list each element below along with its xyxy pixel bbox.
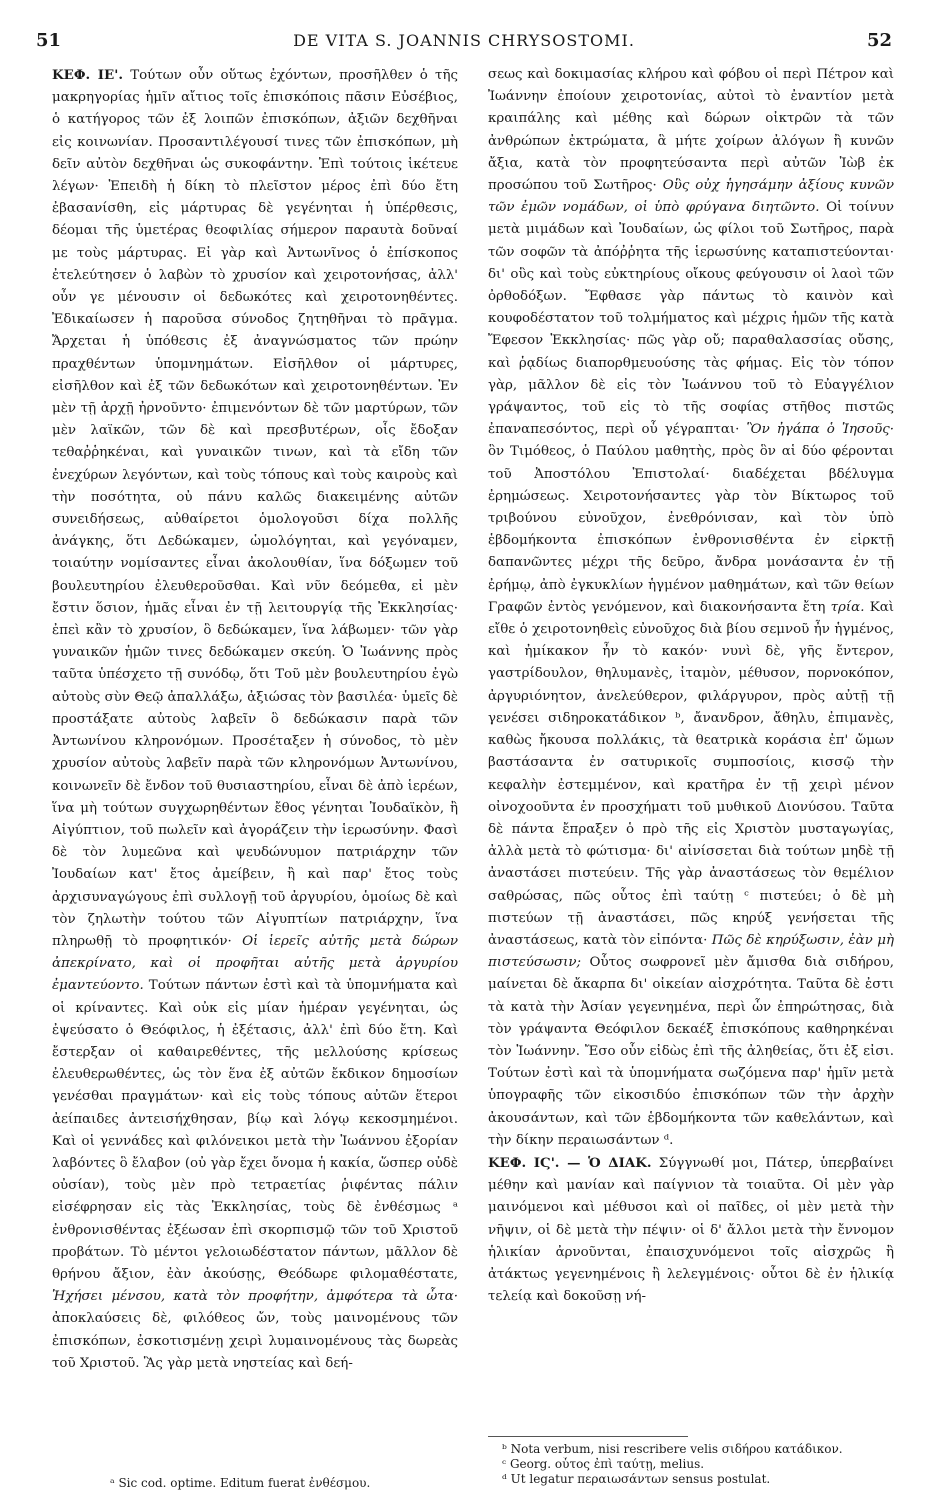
footnote-rule: [488, 1436, 688, 1437]
column-number: 52: [866, 30, 892, 51]
right-text-2: Οἱ τοίνυν μετὰ μιμάδων καὶ Ἰουδαίων, ὡς φίλοι τοῦ Σωτῆρος, παρὰ τῶν σοφῶν τὰ ἀπόῤῥητα τῆς ἱερωσύνης καταπιστεύονται· δι' οὓς καὶ τοὺς εὐκτηρίους οἴκους φεύγουσιν οἱ λαοὶ τῶν ὀρθοδόξων. Ἔφθασε γὰρ πάντως τὸ καινὸν καὶ κουφοδέστατον τοῦ τολμήματος καὶ μέχρις ἡμῶν τῆς κατὰ Ἔφεσον Ἐκκλησίας· πῶς γὰρ οὔ; παραθαλασσίας οὔσης, καὶ ῥᾳδίως διαπορθμευούσης τὰς φήμας. Εἰς τὸν τόπον γὰρ, μᾶλλον δὲ εἰς τὸν Ἰωάννου τοῦ τὸ Εὐαγγέλιον γράψαντος, τοῦ εἰς τὸ τῆς σοφίας στῆθος πιστῶς ἐπαναπεσόντος, περὶ οὗ γέγραπται·: [488, 200, 894, 438]
footnotes-right: [502, 1442, 902, 1487]
page-number: 51: [36, 30, 62, 51]
left-text-2: Τούτων πάντων ἐστὶ καὶ τὰ ὑπομνήματα καὶ οἱ κρίναντες. Καὶ οὐκ εἰς μίαν ἡμέραν γεγένηται, ὡς ἐψεύσατο ὁ Θεόφιλος, ἡ ἐξέτασις, ἀλλ' ἐπὶ δύο ἔτη. Καὶ ἔστερξαν οἱ καθαιρεθέντες, τῆς μελλούσης κρίσεως ἐλευθερωθέντες, ὡς τὸν ἕνα ἐξ αὐτῶν ἔκδικον δημοσίων γενέσθαι πραγμάτων· καὶ εἰς τοὺς τόπους αὐτῶν ἕτεροι ἀείπαιδες ἀντεισήχθησαν, βίῳ καὶ λόγῳ κεκοσμημένοι. Καὶ οἱ γεννάδες καὶ φιλόνεικοι μετὰ τὴν Ἰωάννου ἐξορίαν λαβόντες ὃ ἔλαβον (οὐ γὰρ ἔχει ὄνομα ἡ κακία, ὥσπερ οὐδὲ οὐσίαν), τοὺς μὲν πρὸ τετραετίας ῥιφέντας πάλιν εἰσέφρησαν εἰς τὰς Ἐκκλησίας, τοὺς δὲ ἐνθέσμως ᵃ ἐνθρονισθέντας ἐξέωσαν ἐπὶ σκορπισμῷ τῶν τοῦ Χριστοῦ προβάτων. Τὸ μέντοι γελοιωδέστατον πάντων, μᾶλλον δὲ θρήνου ἄξιον, ἐὰν ἀκούσῃς, Θεόδωρε φιλομαθέστατε,: [52, 978, 458, 1282]
left-quote-2: Ἠχήσει μένσου, κατὰ τὸν προφήτην, ἀμφότερα τὰ ὦτα·: [52, 1289, 458, 1305]
right-paragraph-1: [488, 64, 894, 1152]
chapter-heading-2: ΚΕΦ. ΙϚ'. — Ὁ ΔΙΑΚ.: [488, 1154, 652, 1171]
right-quote-1: Οὓς οὐχ ἡγησάμην ἀξίους κυνῶν τῶν ἐμῶν νομάδων, οἱ ὑπὸ φρύγανα διητῶντο.: [488, 178, 894, 216]
left-quote-1: Οἱ ἱερεῖς αὐτῆς μετὰ δώρων ἀπεκρίνατο, καὶ οἱ προφῆται αὐτῆς μετὰ ἀργυρίου ἐμαντεύοντο.: [52, 933, 458, 994]
running-title: DE VITA S. JOANNIS CHRYSOSTOMI.: [293, 31, 635, 50]
right-quote-3: Πῶς δὲ κηρύξωσιν, ἐὰν μὴ πιστεύσωσιν;: [488, 932, 894, 971]
right-column: [488, 64, 894, 1308]
right-text-6: Σύγγνωθί μοι, Πάτερ, ὑπερβαίνει μέθην καὶ μανίαν καὶ παίγνιον τὰ τοιαῦτα. Οἱ μὲν γὰρ μαινόμενοι καὶ μέθυσοι καὶ οἱ παῖδες, οἱ μὲν μετὰ τὴν νῆψιν, οἱ δὲ μετὰ τὴν πέψιν· οἱ δ' ἄλλοι μετὰ τὴν ἔννομον ἡλικίαν ἀρνοῦνται, ἐπαισχυνόμενοι τοῖς αἰσχρῶς ἢ ἀτάκτως γεγενημένοις ἢ λελεγμένοις· οὗτοι δὲ ἐν ἡλικίᾳ τελείᾳ καὶ δοκοῦσῃ νή-: [488, 1155, 894, 1305]
footnote-c: ᶜ Georg. οὗτος ἐπὶ ταύτῃ, melius.: [502, 1457, 705, 1471]
right-text-3: ὃν Τιμόθεος, ὁ Παύλου μαθητὴς, πρὸς ὃν αἱ δύο φέρονται τοῦ Ἀποστόλου Ἐπιστολαί· διαδέχεται βδέλυγμα ἐρημώσεως. Χειροτονήσαντες γὰρ τὸν Βίκτωρος τοῦ τριβούνου εὐνοῦχον, ἐνεθρόνισαν, καὶ τὸν ὑπὸ ἑβδομήκοντα ἐπισκόπων ἐνθρονισθέντα ἐν εἱρκτῇ δαπανῶντες μέχρι τῆς δεῦρο, ἄνδρα μονάσαντα ἐν τῇ ἐρήμῳ, ἀπὸ ἐγκυκλίων ἡγμένον μαθημάτων, καὶ τῶν θείων Γραφῶν ἐντὸς γενόμενον, καὶ διακονήσαντα ἔτη: [488, 444, 894, 615]
left-text-1: Τούτων οὖν οὕτως ἐχόντων, προσῆλθεν ὁ τῆς μακρηγορίας ἡμῖν αἴτιος τοῖς ἐπισκόποις πᾶσιν Εὐσέβιος, ὁ κατήγορος τῶν ἐξ λοιπῶν ἐπισκόπων, ἀξιῶν δεχθῆναι εἰς κοινωνίαν. Προσαντιλέγουσί τινες τῶν ἐπισκόπων, μὴ δεῖν αὐτὸν δεχθῆναι ὡς συκοφάντην. Ἐπὶ τούτοις ἱκέτευε λέγων· Ἐπειδὴ ἡ δίκη τὸ πλεῖστον μέρος ἐπὶ δύο ἔτη ἐβασανίσθη, εἰς μάρτυρας δὲ γεγένηται ἡ ὑπέρθεσις, δέομαι τῆς ὑμετέρας θεοφιλίας σήμερον παραυτὰ δοῦναί με τοὺς μάρτυρας. Εἰ γὰρ καὶ Ἀντωνῖνος ὁ ἐπίσκοπος ἐτελεύτησεν ὁ λαβὼν τὸ χρυσίον καὶ χειροτονήσας, ἀλλ' οὖν γε μένουσιν οἱ δεδωκότες καὶ χειροτονηθέντες. Ἐδικαίωσεν ἡ παροῦσα σύνοδος ζητηθῆναι τὸ πρᾶγμα. Ἄρχεται ἡ ὑπόθεσις ἐξ ἀναγνώσματος τῶν πρώην πραχθέντων ὑπομνημάτων. Εἰσῆλθον οἱ μάρτυρες, εἰσῆλθον καὶ ἐξ τῶν δεδωκότων καὶ χειροτονηθέντων. Ἐν μὲν τῇ ἀρχῇ ἠρνοῦντο· ἐπιμενόντων δὲ τῶν μαρτύρων, τῶν μὲν λαϊκῶν, τῶν δὲ καὶ πρεσβυτέρων, οἷς ἔδοξαν τεθαῤῥηκέναι, καὶ γυναικῶν τινων, καὶ τὰ εἴδη τῶν ἐνεχύρων λεγόντων, καὶ τοὺς τόπους καὶ τοὺς καιροὺς καὶ τὴν ποσότητα, οὐ πάνυ καλῶς διακειμένης αὐτῶν συνειδήσεως, αὐθαίρετοι ὁμολογοῦσι δίχα πολλῆς ἀνάγκης, ὅτι Δεδώκαμεν, ὡμολόγηται, καὶ γεγόναμεν, τοιαύτην νομίσαντες εἶναι ἀκολουθίαν, ἵνα δόξωμεν τοῦ βουλευτηρίου ἐλευθεροῦσθαι. Καὶ νῦν δεόμεθα, εἰ μὲν ἔστιν ὅσιον, ἡμᾶς εἶναι ἐν τῇ λειτουργίᾳ τῆς Ἐκκλησίας· ἐπεὶ κἂν τὸ χρυσίον, ὃ δεδώκαμεν, ἵνα λάβωμεν· τῶν γὰρ γυναικῶν ἡμῶν τινες δεδώκαμεν σκεύη. Ὁ Ἰωάννης πρὸς ταῦτα ὑπέσχετο τῇ συνόδῳ, ὅτι Τοῦ μὲν βουλευτηρίου ἐγὼ αὐτοὺς σὺν Θεῷ ἀπαλλάξω, ἀξιώσας τὸν βασιλέα· ὑμεῖς δὲ προστάξατε αὐτοὺς λαβεῖν ὃ δεδώκασιν παρὰ τῶν Ἀντωνίνου κληρονόμων. Προσέταξεν ἡ σύνοδος, τὸ μὲν χρυσίον αὐτοὺς λαβεῖν παρὰ τῶν κληρονόμων Ἀντωνίνου, κοινωνεῖν δὲ ἔνδον τοῦ θυσιαστηρίου, εἶναι δὲ ἀπὸ ἱερέων, ἵνα μὴ τούτων συγχωρηθέντων ἔθος γένηται Ἰουδαϊκὸν, ἢ Αἰγύπτιον, τοῦ πωλεῖν καὶ ἀγοράζειν τὴν ἱερωσύνην. Φασὶ δὲ τὸν λυμεῶνα καὶ ψευδώνυμον πατριάρχην τῶν Ἰουδαίων κατ' ἔτος ἀμείβειν, ἢ καὶ παρ' ἔτος τοὺς ἀρχισυναγώγους ἐπὶ συλλογῇ τοῦ ἀργυρίου, ὁμοίως δὲ καὶ τὸν ζηλωτὴν τούτου τῶν Αἰγυπτίων πατριάρχην, ἵνα πληρωθῇ τὸ προφητικόν·: [52, 68, 458, 949]
left-column: [52, 64, 458, 1375]
page-header: [36, 30, 892, 56]
right-text-1: σεως καὶ δοκιμασίας κλήρου καὶ φόβου οἱ περὶ Πέτρον καὶ Ἰωάννην ἐποίουν χειροτονίας, αὐτοὶ τὸ ἐναντίον μετὰ κραιπάλης καὶ μέθης καὶ δώρων οἰκτρῶν τὰ τῶν ἀνθρώπων ἐκτρώματα, ἃ μήτε χοίρων ἀλόγων ἢ κυνῶν ἄξια, κατὰ τὸν προφητεύσαντα περὶ αὐτῶν Ἰὼβ ἐκ προσώπου τοῦ Σωτῆρος·: [488, 67, 894, 194]
footnote-d: ᵈ Ut legatur περαιωσάντων sensus postulat.: [502, 1472, 771, 1486]
right-italic-word: τρία.: [830, 599, 865, 615]
right-text-5: Οὗτος σωφρονεῖ μὲν ἄμισθα διὰ σιδήρου, μαίνεται δὲ ἄκαρπα δι' οἰκείαν αἰσχρότητα. Ταῦτα δὲ ἐστι τὰ κατὰ τὴν Ἀσίαν γεγενημένα, περὶ ὧν ἐπηρώτησας, διὰ τὸν γράψαντα Θεόφιλον δεκαέξ ἐπισκόπους καθηρηκέναι τὸν Ἰωάννην. Ἔσο οὖν εἰδὼς ἐπὶ τῆς ἀληθείας, ὅτι ἐξ εἰσι. Τούτων ἐστὶ καὶ τὰ ὑπομνήματα σωζόμενα παρ' ἡμῖν μετὰ ὑπογραφῆς τῶν εἰκοσιδύο ἐπισκόπων τῶν τὴν ἀρχὴν ἀκουσάντων, καὶ τῶν ἑβδομήκοντα τῶν καθελάντων, καὶ τὴν δίκην περαιωσάντων ᵈ.: [488, 955, 895, 1148]
left-paragraph: [52, 64, 458, 1375]
left-text-3: ἀποκλαύσεις δὲ, φιλόθεος ὤν, τοὺς μαινομένους τῶν ἐπισκόπων, ἐσκοτισμένῃ χειρὶ λυμαινομένους τὰς δωρεὰς τοῦ Χριστοῦ. Ἃς γὰρ μετὰ νηστείας καὶ δεή-: [52, 1311, 458, 1371]
footnote-b: ᵇ Nota verbum, nisi rescribere velis σιδήρου κατάδικον.: [502, 1442, 843, 1456]
right-text-4: Καὶ εἴθε ὁ χειροτονηθεὶς εὐνοῦχος διὰ βίου σεμνοῦ ἦν ἡγμένος, καὶ ἠμίκακον ἦν τὸ κακόν· νυνὶ δὲ, γῆς ἔντερον, γαστρίδουλον, θηλυμανὲς, ἰταμὸν, μέθυσον, πορνοκόπον, ἀργυριόνητον, ἀνελεύθερον, φιλάργυρον, πρὸς αὐτῇ τῇ γενέσει σιδηροκατάδικον ᵇ, ἄνανδρον, ἄθηλυ, ἐπιμανὲς, καθὼς ἤκουσα πολλάκις, τὰ θεατρικὰ κοράσια ἐπ' ὤμων βαστάσαντα ἐν σατυρικοῖς συμποσίοις, κισσῷ τὴν κεφαλὴν ἐστεμμένον, καὶ κρατῆρα ἐν τῇ χειρὶ μένον οἰνοχοοῦντα ἐν προσχήματι τοῦ μυθικοῦ Διονύσου. Ταῦτα δὲ πάντα ἔπραξεν ὁ πρὸ τῆς εἰς Χριστὸν μυσταγωγίας, ἀλλὰ μετὰ τὸ φώτισμα· δι' αἰνίσσεται διὰ τούτων μηδὲ τῇ ἀναστάσει πιστεύειν. Τῆς γὰρ ἀναστάσεως τὸν θεμέλιον σαθρώσας, πῶς οὗτος ἐπὶ ταύτῃ ᶜ πιστεύει; ὁ δὲ μὴ πιστεύων τῇ ἀναστάσει, πῶς κηρύξ γενήσεται τῆς ἀναστάσεως, κατὰ τὸν εἰπόντα·: [488, 599, 894, 948]
footnote-a: ᵃ Sic cod. optime. Editum fuerat ἐνθέσμου.: [110, 1476, 371, 1490]
right-quote-2: Ὃν ἠγάπα ὁ Ἰησοῦς·: [746, 422, 894, 438]
right-paragraph-2: [488, 1152, 894, 1308]
chapter-heading: ΚΕΦ. ΙΕ'.: [52, 67, 123, 83]
